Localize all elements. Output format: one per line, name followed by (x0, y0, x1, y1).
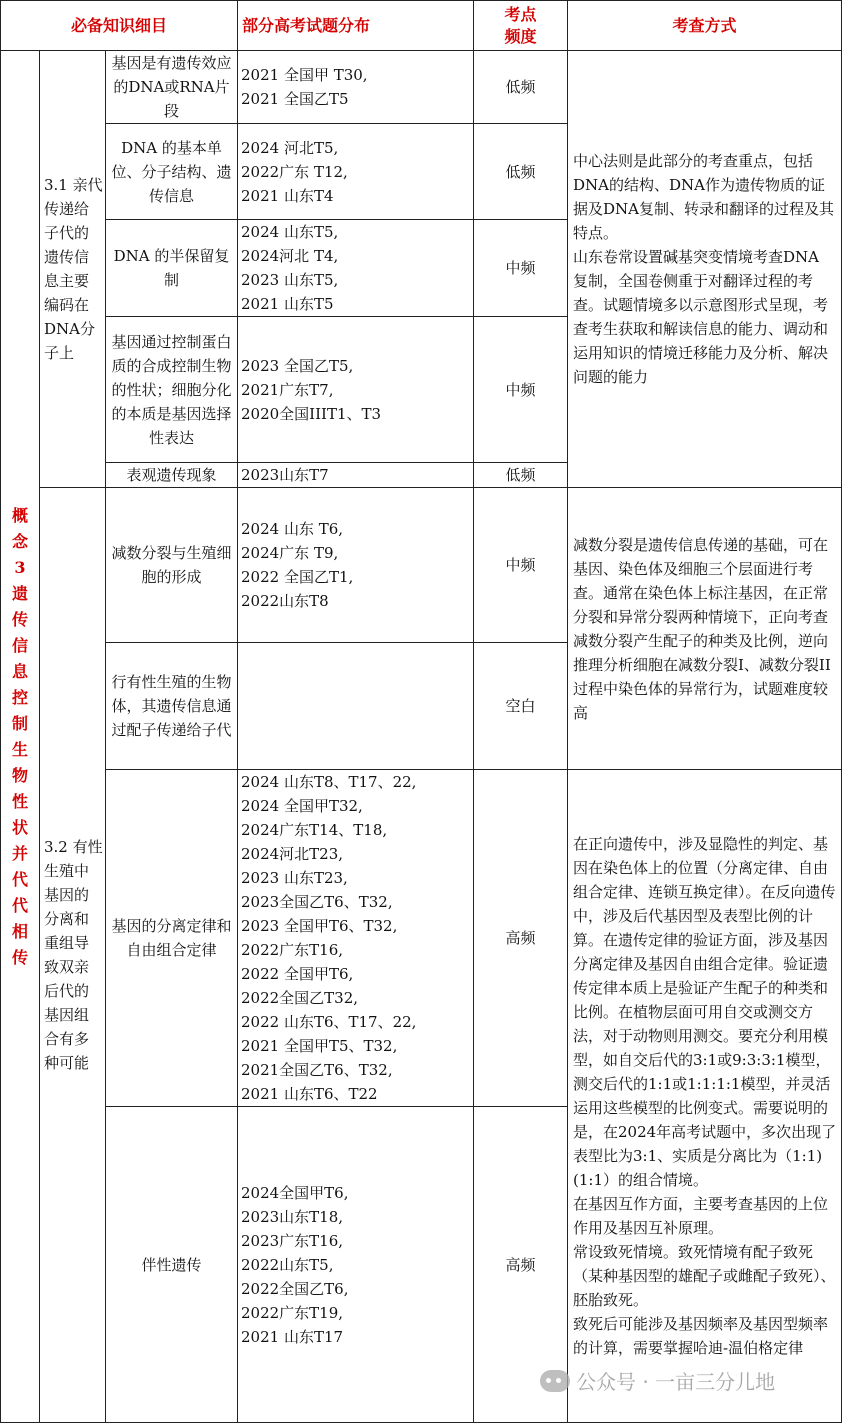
method-cell-3-1: 中心法则是此部分的考查重点，包括DNA的结构、DNA作为遗传物质的证据及DNA复制、转录和翻译的过程及其特点。 山东卷常设置碱基突变情境考查DNA 复制，全国卷侧重于对翻译过程的考查。试题情境多以示意图形式呈现，考查考生获取和解读信息的能力、调动和运用知识的情境迁移能力及分析、解决问题的能力 (568, 51, 842, 488)
method-cell-meiosis: 减数分裂是遗传信息传递的基础，可在基因、染色体及细胞三个层面进行考查。通常在染色体上标注基因，在正常分裂和异常分裂两种情境下，正向考查减数分裂产生配子的种类及比例，逆向推理分析细胞在减数分裂I、减数分裂II过程中染色体的异常行为，试题难度较高 (568, 488, 842, 770)
exams-cell: 2024 河北T5, 2022广东 T12, 2021 山东T4 (238, 124, 474, 220)
exams-cell: 2021 全国甲 T30, 2021 全国乙T5 (238, 51, 474, 124)
frequency-cell: 低频 (474, 51, 568, 124)
frequency-cell: 空白 (474, 643, 568, 770)
exams-cell: 2024 山东 T6, 2024广东 T9, 2022 全国乙T1, 2022山东T8 (238, 488, 474, 643)
concept-cell: 概念3遗传信息控制生物性状并代代相传 (1, 51, 40, 1423)
frequency-cell: 低频 (474, 463, 568, 488)
detail-cell: 减数分裂与生殖细胞的形成 (106, 488, 238, 643)
exams-cell (238, 643, 474, 770)
exams-cell: 2023 全国乙T5, 2021广东T7, 2020全国IIIT1、T3 (238, 317, 474, 463)
header-method: 考查方式 (568, 1, 842, 51)
header-exams: 部分高考试题分布 (238, 1, 474, 51)
subcategory-3-1: 3.1 亲代传递给子代的遗传信息主要编码在DNA分子上 (40, 51, 106, 488)
detail-cell: 伴性遗传 (106, 1107, 238, 1423)
frequency-cell: 中频 (474, 317, 568, 463)
detail-cell: 基因是有遗传效应的DNA或RNA片段 (106, 51, 238, 124)
table-row (1, 488, 842, 643)
exams-cell: 2023山东T7 (238, 463, 474, 488)
frequency-cell: 高频 (474, 1107, 568, 1423)
detail-cell: 表观遗传现象 (106, 463, 238, 488)
frequency-cell: 高频 (474, 770, 568, 1107)
frequency-cell: 低频 (474, 124, 568, 220)
detail-cell: 基因通过控制蛋白质的合成控制生物的性状；细胞分化的本质是基因选择性表达 (106, 317, 238, 463)
table-row (1, 770, 842, 1107)
detail-cell: 基因的分离定律和自由组合定律 (106, 770, 238, 1107)
subcategory-3-2: 3.2 有性生殖中基因的分离和重组导致双亲后代的基因组合有多种可能 (40, 488, 106, 1423)
frequency-cell: 中频 (474, 488, 568, 643)
header-knowledge: 必备知识细目 (1, 1, 238, 51)
detail-cell: DNA 的半保留复制 (106, 220, 238, 317)
watermark-text: 公众号 · 一亩三分儿地 (576, 1370, 776, 1394)
exams-cell: 2024全国甲T6, 2023山东T18, 2023广东T16, 2022山东T5, 2022全国乙T6, 2022广东T19, 2021 山东T17 (238, 1107, 474, 1423)
exams-cell: 2024 山东T8、T17、22, 2024 全国甲T32, 2024广东T14、T18, 2024河北T23, 2023 山东T23, 2023全国乙T6、T32, 2023 全国甲T6、T32, 2022广东T16, 2022 全国甲T6, 2022全国乙T32, 2022 山东T6、T17、22, 2021 全国甲T5、T32, 2021全国乙T6、T32, 2021 山东T6、T22 (238, 770, 474, 1107)
exams-cell: 2024 山东T5, 2024河北 T4, 2023 山东T5, 2021 山东T5 (238, 220, 474, 317)
header-row (1, 1, 842, 51)
detail-cell: DNA 的基本单位、分子结构、遗传信息 (106, 124, 238, 220)
header-frequency: 考点频度 (474, 1, 568, 51)
detail-cell: 行有性生殖的生物体，其遗传信息通过配子传递给子代 (106, 643, 238, 770)
table-row (1, 51, 842, 124)
method-cell-genetics: 在正向遗传中，涉及显隐性的判定、基因在染色体上的位置（分离定律、自由组合定律、连锁互换定律）。在反向遗传中，涉及后代基因型及表型比例的计算。在遗传定律的验证方面，涉及基因分离定律及基因自由组合定律。验证遗传定律本质上是验证产生配子的种类和比例。在植物层面可用自交或测交方法，对于动物则用测交。要充分利用模型，如自交后代的3:1或9:3:3:1模型，测交后代的1:1或1:1:1:1模型，并灵活运用这些模型的比例变式。需要说明的是，在2024年高考试题中，多次出现了表型比为3:1、实质是分离比为（1:1)(1:1）的组合情境。 在基因互作方面，主要考查基因的上位作用及基因互补原理。 常设致死情境。致死情境有配子致死（某种基因型的雄配子或雌配子致死）、胚胎致死。 致死后可能涉及基因频率及基因型频率的计算，需要掌握哈迪-温伯格定律 (568, 770, 842, 1423)
frequency-cell: 中频 (474, 220, 568, 317)
